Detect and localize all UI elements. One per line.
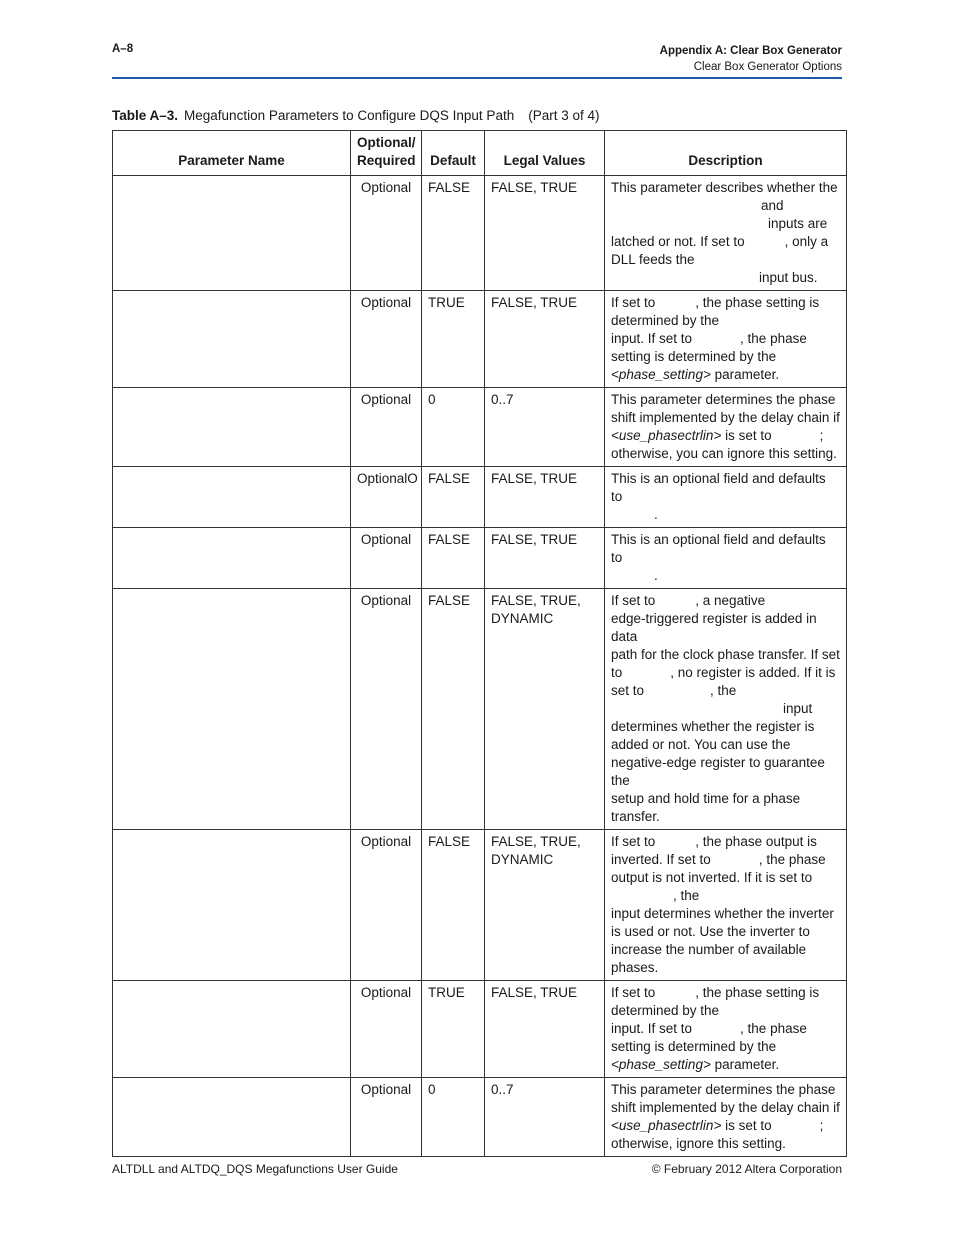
running-header [660, 43, 842, 75]
table-row [113, 176, 847, 291]
default-cell: FALSE [422, 528, 485, 589]
parameter-name-cell [113, 467, 351, 528]
description-cell: This is an optional field and defaults to . [605, 528, 847, 589]
description-cell: This is an optional field and defaults to . [605, 467, 847, 528]
chapter-title: Appendix A: Clear Box Generator [659, 45, 842, 57]
parameters-table [112, 130, 847, 1157]
header-rule [112, 77, 842, 79]
table-title: Megafunction Parameters to Configure DQS Input Path [184, 108, 515, 123]
default-cell: FALSE [422, 176, 485, 291]
legal-values-cell: FALSE, TRUE, DYNAMIC [485, 589, 605, 830]
col-parameter-name: Parameter Name [113, 131, 351, 176]
footer-copyright: © February 2012 Altera Corporation [651, 1162, 842, 1176]
legal-values-cell: FALSE, TRUE [485, 467, 605, 528]
col-legal-values: Legal Values [485, 131, 605, 176]
table-caption [112, 108, 600, 123]
table-label: Table A–3. [112, 108, 179, 123]
page-number: A–8 [112, 43, 134, 55]
optional-cell: OptionalO [351, 467, 422, 528]
parameter-name-cell [113, 830, 351, 981]
description-cell: This parameter determines the phase shift implemented by the delay chain if <use_phasectrlin> is set to ; otherwise, you can ignore this setting. [605, 388, 847, 467]
optional-cell: Optional [351, 388, 422, 467]
legal-values-cell: 0..7 [485, 388, 605, 467]
legal-values-cell: 0..7 [485, 1078, 605, 1157]
default-cell: 0 [422, 388, 485, 467]
legal-values-cell: FALSE, TRUE, DYNAMIC [485, 830, 605, 981]
description-cell: This parameter describes whether the and inputs are latched or not. If set to , only a DLL feeds the input bus. [605, 176, 847, 291]
description-cell: This parameter determines the phase shift implemented by the delay chain if <use_phasectrlin> is set to ; otherwise, ignore this setting. [605, 1078, 847, 1157]
optional-cell: Optional [351, 1078, 422, 1157]
parameter-name-cell [113, 981, 351, 1078]
legal-values-cell: FALSE, TRUE [485, 528, 605, 589]
col-optional-required: Optional/ Required [351, 131, 422, 176]
table-row [113, 388, 847, 467]
default-cell: 0 [422, 1078, 485, 1157]
col-description: Description [605, 131, 847, 176]
parameter-name-cell [113, 291, 351, 388]
default-cell: FALSE [422, 589, 485, 830]
parameter-name-cell [113, 176, 351, 291]
table-row [113, 291, 847, 388]
table-row [113, 467, 847, 528]
table-row [113, 1078, 847, 1157]
description-cell: If set to , the phase output is inverted. If set to , the phase output is not inverted. If it is set to , the input determines whether the inverter is used or not. Use the inverter to increase the number of available phases. [605, 830, 847, 981]
default-cell: TRUE [422, 981, 485, 1078]
legal-values-cell: FALSE, TRUE [485, 176, 605, 291]
optional-cell: Optional [351, 830, 422, 981]
description-cell: If set to , the phase setting is determined by the input. If set to , the phase setting is determined by the <phase_setting> parameter. [605, 981, 847, 1078]
optional-cell: Optional [351, 176, 422, 291]
col-default: Default [422, 131, 485, 176]
description-cell: If set to , the phase setting is determined by the input. If set to , the phase setting is determined by the <phase_setting> parameter. [605, 291, 847, 388]
optional-cell: Optional [351, 528, 422, 589]
footer-guide-title: ALTDLL and ALTDQ_DQS Megafunctions User Guide [112, 1162, 398, 1176]
default-cell: FALSE [422, 830, 485, 981]
optional-cell: Optional [351, 291, 422, 388]
optional-cell: Optional [351, 981, 422, 1078]
parameter-name-cell [113, 388, 351, 467]
table-row [113, 528, 847, 589]
table-row [113, 589, 847, 830]
default-cell: TRUE [422, 291, 485, 388]
table-header-row [113, 131, 847, 176]
optional-cell: Optional [351, 589, 422, 830]
table-row [113, 830, 847, 981]
table-part: (Part 3 of 4) [528, 108, 600, 123]
legal-values-cell: FALSE, TRUE [485, 981, 605, 1078]
legal-values-cell: FALSE, TRUE [485, 291, 605, 388]
parameter-name-cell [113, 1078, 351, 1157]
table-row [113, 981, 847, 1078]
parameter-name-cell [113, 528, 351, 589]
parameter-name-cell [113, 589, 351, 830]
default-cell: FALSE [422, 467, 485, 528]
description-cell: If set to , a negative edge-triggered register is added in data path for the clock phase transfer. If set to , no register is added. If it is set to , the input determines whether the register is added or not. You can use the negative-edge register to guarantee the setup and hold time for a phase transfer. [605, 589, 847, 830]
section-title: Clear Box Generator Options [693, 61, 842, 73]
